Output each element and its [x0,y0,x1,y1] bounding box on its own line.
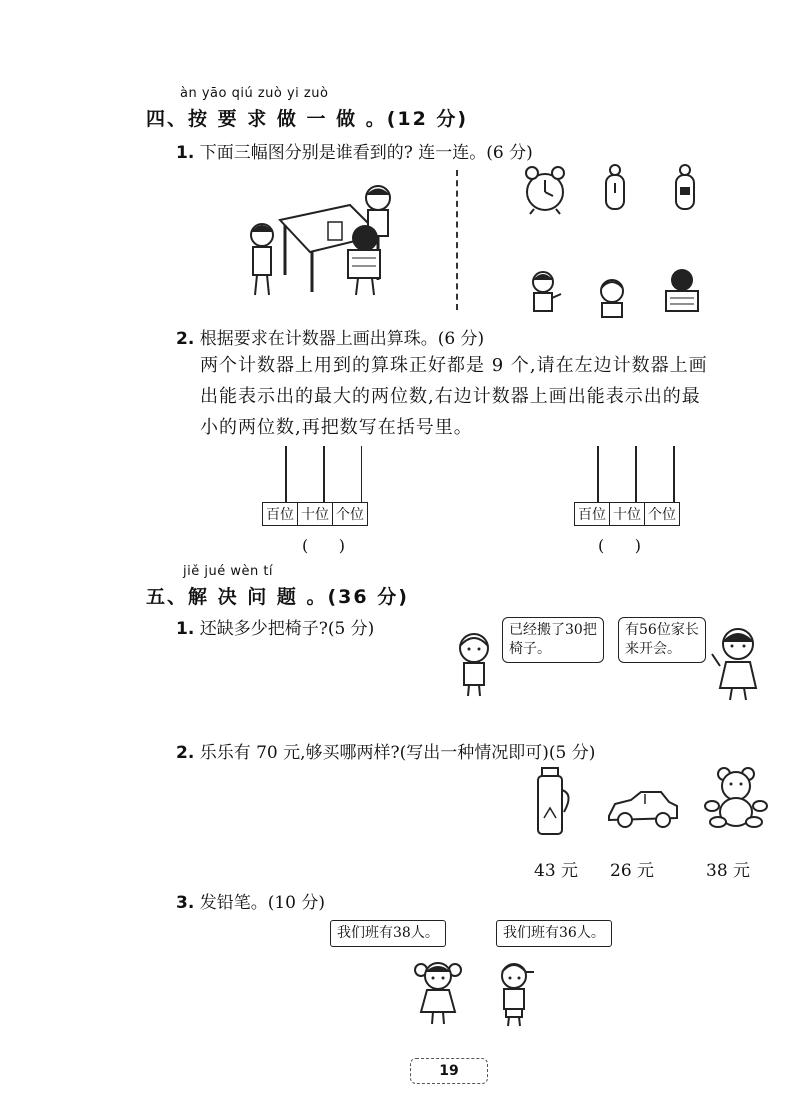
label-ones: 个位 [336,507,364,523]
s4-q2-number: 2. [176,329,195,349]
s4-q1-text: 下面三幅图分别是谁看到的? 连一连。(6 分) [199,143,533,163]
s4-q2 [176,324,484,349]
answer-paren-right[interactable]: ( ) [598,536,641,555]
dashed-divider [456,170,458,310]
label-tens: 十位 [610,503,645,525]
answer-paren-left[interactable]: ( ) [302,536,345,555]
bubble-left-line1: 已经搬了30把 [509,622,597,638]
price-thermos: 43 元 [534,861,579,881]
section4-heading: 四、按 要 求 做 一 做 。(12 分) [146,108,469,130]
bubble-left-line2: 椅子。 [509,641,551,657]
label-hundreds: 百位 [575,503,610,525]
abacus-rod [361,446,362,502]
s5-q3-number: 3. [176,893,195,913]
s4-q1 [176,138,533,163]
s4-q2-line3: 小的两位数,再把数写在括号里。 [200,417,473,438]
label-hundreds: 百位 [263,503,298,525]
kid-boy-cap-icon [494,960,538,1026]
s5-q1 [176,614,374,639]
abacus-rod [285,446,287,502]
kid-girl-pigtails-icon [413,960,463,1026]
kid-side-icon [592,278,632,318]
abacus-rod [635,446,637,502]
s5-q2-text: 乐乐有 70 元,够买哪两样?(写出一种情况即可)(5 分) [199,743,596,763]
s5-q3-text: 发铅笔。(10 分) [199,893,326,913]
page-number-box [410,1058,488,1084]
bubble-right-line2: 来开会。 [625,641,681,657]
s4-q1-number: 1. [176,143,195,163]
section5-heading: 五、解 决 问 题 。(36 分) [146,586,409,608]
alarm-clock-front-icon [520,165,570,215]
speech-bubble-38: 我们班有38人。 [330,920,446,947]
price-car: 26 元 [610,861,655,881]
bubble-right-line1: 有56位家长 [625,622,699,638]
toy-car-icon [605,790,681,832]
kid-girl-waving-icon [710,624,766,700]
section5-pinyin: jiě jué wèn tí [183,564,274,579]
abacus-right[interactable] [574,446,698,526]
kid-back-icon [658,268,704,316]
abacus-rod [597,446,599,502]
s4-q2-title: 根据要求在计数器上画出算珠。(6 分) [199,329,485,349]
page-number: 19 [439,1063,459,1079]
s4-q2-line2: 出能表示出的最大的两位数,右边计数器上画出能表示出的最 [200,386,701,407]
alarm-clock-back-icon [670,163,700,215]
label-tens: 十位 [298,503,333,525]
abacus-rod [323,446,325,502]
kids-table-illustration [240,180,410,300]
price-bear: 38 元 [706,861,751,881]
teddy-bear-icon [704,768,768,828]
kid-girl-icon [452,630,502,696]
alarm-clock-side-icon [600,163,630,215]
abacus-rod [673,446,675,502]
abacus-place-labels [262,502,368,526]
s5-q1-number: 1. [176,619,195,639]
s5-q2 [176,738,595,763]
speech-bubble-right [618,617,706,663]
s5-q1-text: 还缺多少把椅子?(5 分) [199,619,375,639]
s4-q2-line1: 两个计数器上用到的算珠正好都是 9 个,请在左边计数器上画 [200,355,708,376]
s5-q2-number: 2. [176,743,195,763]
kid-boy-icon [525,270,565,315]
section4-pinyin: àn yāo qiú zuò yi zuò [180,86,329,101]
abacus-place-labels [574,502,680,526]
speech-bubble-36: 我们班有36人。 [496,920,612,947]
abacus-left[interactable] [262,446,386,526]
thermos-icon [534,768,578,838]
speech-bubble-left [502,617,604,663]
s4-q2-instructions [200,350,780,443]
s5-q3 [176,888,325,913]
label-ones: 个位 [648,507,676,523]
